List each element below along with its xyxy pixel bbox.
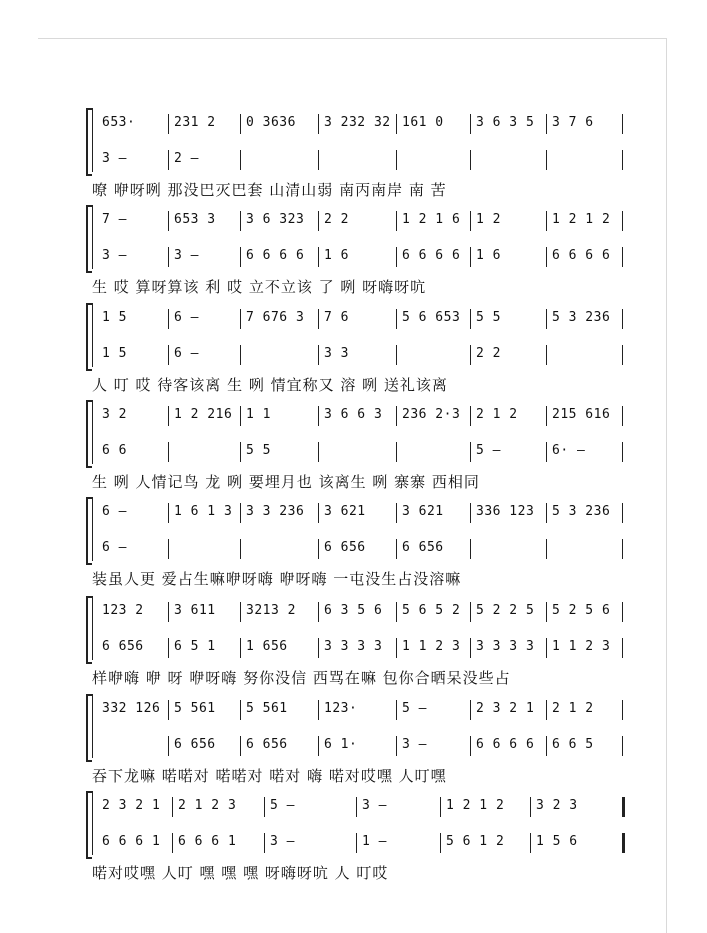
bar-line: [530, 797, 531, 817]
bar-line: [240, 503, 241, 523]
bar-line: [470, 700, 471, 720]
upper-measure: 2 1 2: [476, 407, 518, 422]
lower-measure: [324, 440, 392, 463]
upper-measure: 3 621: [402, 504, 444, 519]
lower-measure: 3 3 3 3: [324, 639, 383, 654]
bar-line: [168, 503, 169, 523]
bar-line: [240, 345, 241, 365]
upper-measure: 3 2 3: [536, 798, 578, 813]
bar-line: [356, 833, 357, 853]
lower-measure: 6 656: [324, 540, 366, 555]
bar-line: [622, 247, 623, 267]
upper-measure: 3 6 3 5: [476, 115, 535, 130]
lower-measure: [476, 537, 542, 560]
lower-voice-row: [0, 636, 707, 658]
bar-line: [356, 797, 357, 817]
upper-measure: 3 621: [324, 504, 366, 519]
upper-voice-row: [0, 307, 707, 329]
lower-measure: [102, 734, 164, 757]
lower-measure: 6 6 6 1: [178, 834, 237, 849]
bar-line: [168, 406, 169, 426]
bar-line: [240, 247, 241, 267]
upper-voice-row: [0, 698, 707, 720]
lower-measure: 6 656: [174, 737, 216, 752]
bar-line: [622, 406, 623, 426]
upper-measure: 6 3 5 6: [324, 603, 383, 618]
upper-voice-row: [0, 795, 707, 817]
upper-measure: 0 3636: [246, 115, 296, 130]
bar-line: [546, 503, 547, 523]
score-system: [0, 791, 707, 896]
lower-voice-row: [0, 537, 707, 559]
bar-line: [240, 442, 241, 462]
lower-measure: 6 5 1: [174, 639, 216, 654]
bar-line: [546, 150, 547, 170]
lower-measure: 1 6: [324, 248, 349, 263]
upper-measure: 6 –: [174, 310, 199, 325]
bar-line: [470, 406, 471, 426]
score-system: [0, 694, 707, 799]
bar-line: [622, 638, 623, 658]
bar-line: [470, 503, 471, 523]
bar-line: [396, 114, 397, 134]
bar-line: [546, 406, 547, 426]
lyrics-line: 人 叮 哎 待客该离 生 咧 情宜称又 溶 咧 送礼该离: [92, 376, 448, 394]
bar-line: [622, 442, 623, 462]
lower-voice-row: [0, 831, 707, 853]
bar-line: [622, 700, 623, 720]
lower-voice-row: [0, 245, 707, 267]
lower-measure: 6 656: [102, 639, 144, 654]
upper-measure: 1 2 1 2: [446, 798, 505, 813]
bar-line: [168, 309, 169, 329]
lower-measure: 5 –: [476, 443, 501, 458]
upper-measure: 1 5: [102, 310, 127, 325]
lyrics-line: 嘹 咿呀咧 那没巴灭巴套 山清山弱 南丙南岸 南 苦: [92, 181, 447, 199]
bar-line: [240, 150, 241, 170]
bar-line: [546, 736, 547, 756]
upper-voice-row: [0, 600, 707, 622]
lyrics-line: 装虽人更 爱占生嘛咿呀嗨 咿呀嗨 一屯没生占没溶嘛: [92, 570, 462, 588]
upper-measure: 6 –: [102, 504, 127, 519]
lower-measure: [402, 148, 466, 171]
bar-line: [470, 638, 471, 658]
upper-voice-row: [0, 209, 707, 231]
bar-line: [546, 602, 547, 622]
bar-line: [264, 797, 265, 817]
upper-measure: 2 3 2 1: [102, 798, 161, 813]
lower-measure: 3 3 3 3: [476, 639, 535, 654]
lower-measure: 6 6 6 6: [552, 248, 611, 263]
bar-line: [318, 247, 319, 267]
bar-line: [168, 700, 169, 720]
bar-line: [396, 309, 397, 329]
upper-measure: 5 5: [476, 310, 501, 325]
lower-measure: 3 –: [102, 248, 127, 263]
lower-measure: 6 6 6 6: [402, 248, 461, 263]
bar-line: [172, 797, 173, 817]
bar-line: [396, 602, 397, 622]
upper-measure: 332 126: [102, 701, 161, 716]
bar-line: [318, 602, 319, 622]
lower-measure: [552, 537, 618, 560]
upper-measure: 5 –: [270, 798, 295, 813]
lower-measure: 6 6: [102, 443, 127, 458]
upper-measure: 2 1 2: [552, 701, 594, 716]
bar-line: [470, 247, 471, 267]
lower-measure: [552, 343, 618, 366]
score-system: [0, 400, 707, 505]
upper-measure: 5 2 5 6: [552, 603, 611, 618]
upper-measure: 5 561: [174, 701, 216, 716]
bar-line: [470, 345, 471, 365]
lyrics-line: 喏对哎嘿 人叮 嘿 嘿 嘿 呀嗨呀吭 人 叮哎: [92, 864, 389, 882]
lower-measure: 1 656: [246, 639, 288, 654]
lower-measure: 1 –: [362, 834, 387, 849]
bar-line: [172, 833, 173, 853]
lower-measure: [476, 148, 542, 171]
upper-measure: 236 2·3: [402, 407, 461, 422]
upper-measure: 3 –: [362, 798, 387, 813]
lower-measure: 6 –: [102, 540, 127, 555]
bar-line: [546, 114, 547, 134]
lower-measure: 6· –: [552, 443, 586, 458]
upper-measure: 5 3 236: [552, 310, 611, 325]
lower-measure: 1 5 6: [536, 834, 578, 849]
upper-measure: 3 6 323: [246, 212, 305, 227]
bar-line: [530, 833, 531, 853]
bar-line: [240, 114, 241, 134]
bar-line: [546, 247, 547, 267]
bar-line: [318, 150, 319, 170]
upper-measure: 5 6 653: [402, 310, 461, 325]
upper-measure: 5 –: [402, 701, 427, 716]
lower-measure: 2 2: [476, 346, 501, 361]
lower-measure: 6 1·: [324, 737, 358, 752]
lyrics-line: 生 哎 算呀算该 利 哎 立不立该 了 咧 呀嗨呀吭: [92, 278, 427, 296]
upper-measure: 653 3: [174, 212, 216, 227]
upper-measure: 7 676 3: [246, 310, 305, 325]
lower-measure: 3 –: [174, 248, 199, 263]
bar-line: [470, 114, 471, 134]
upper-measure: 5 3 236: [552, 504, 611, 519]
bar-line: [546, 345, 547, 365]
bar-line: [396, 539, 397, 559]
bar-line: [318, 114, 319, 134]
bar-line: [470, 539, 471, 559]
bar-line: [440, 797, 441, 817]
lyrics-line: 生 咧 人情记鸟 龙 咧 要埋月也 该离生 咧 寨寨 西相同: [92, 473, 480, 491]
lower-measure: 3 3: [324, 346, 349, 361]
bar-line: [396, 700, 397, 720]
lyrics-line: 吞下龙嘛 喏喏对 喏喏对 喏对 嗨 喏对哎嘿 人叮嘿: [92, 767, 447, 785]
lower-measure: 6 656: [402, 540, 444, 555]
upper-measure: 1 2 1 2: [552, 212, 611, 227]
bar-line: [396, 247, 397, 267]
bar-line: [318, 700, 319, 720]
lower-measure: 5 5: [246, 443, 271, 458]
upper-measure: 231 2: [174, 115, 216, 130]
upper-measure: 1 1: [246, 407, 271, 422]
lower-measure: 3 –: [270, 834, 295, 849]
bar-line: [168, 211, 169, 231]
upper-measure: 161 0: [402, 115, 444, 130]
bar-line: [240, 539, 241, 559]
bar-line: [546, 700, 547, 720]
bar-line: [318, 638, 319, 658]
bar-line: [240, 638, 241, 658]
bar-line: [240, 602, 241, 622]
upper-measure: 2 2: [324, 212, 349, 227]
bar-line: [396, 442, 397, 462]
lower-measure: 6 6 6 1: [102, 834, 161, 849]
bar-line: [396, 736, 397, 756]
lower-measure: 3 –: [102, 151, 127, 166]
lower-measure: [246, 148, 314, 171]
bar-line: [470, 211, 471, 231]
upper-voice-row: [0, 112, 707, 134]
bar-line: [622, 833, 625, 853]
score-system: [0, 303, 707, 408]
bar-line: [470, 309, 471, 329]
lower-measure: [402, 440, 466, 463]
bar-line: [318, 442, 319, 462]
upper-measure: 2 3 2 1: [476, 701, 535, 716]
lower-measure: 1 1 2 3: [402, 639, 461, 654]
upper-voice-row: [0, 501, 707, 523]
bar-line: [622, 150, 623, 170]
upper-voice-row: [0, 404, 707, 426]
upper-measure: 653·: [102, 115, 136, 130]
bar-line: [240, 211, 241, 231]
bar-line: [240, 406, 241, 426]
lower-measure: 1 1 2 3: [552, 639, 611, 654]
watermark-logo: [496, 910, 676, 932]
upper-measure: 1 2: [476, 212, 501, 227]
upper-measure: 3 7 6: [552, 115, 594, 130]
lower-measure: [552, 148, 618, 171]
bar-line: [240, 700, 241, 720]
upper-measure: 1 2 216: [174, 407, 233, 422]
bar-line: [622, 539, 623, 559]
bar-line: [318, 309, 319, 329]
bar-line: [622, 736, 623, 756]
bar-line: [240, 736, 241, 756]
bar-line: [318, 406, 319, 426]
bar-line: [622, 602, 623, 622]
bar-line: [546, 211, 547, 231]
lower-measure: [402, 343, 466, 366]
bar-line: [168, 150, 169, 170]
upper-measure: 123 2: [102, 603, 144, 618]
bar-line: [318, 539, 319, 559]
bar-line: [470, 602, 471, 622]
bar-line: [168, 114, 169, 134]
bar-line: [396, 638, 397, 658]
upper-measure: 5 6 5 2: [402, 603, 461, 618]
upper-measure: 3213 2: [246, 603, 296, 618]
upper-measure: 5 561: [246, 701, 288, 716]
bar-line: [168, 638, 169, 658]
lower-measure: 5 6 1 2: [446, 834, 505, 849]
bar-line: [396, 345, 397, 365]
bar-line: [168, 345, 169, 365]
bar-line: [622, 503, 623, 523]
lower-measure: [246, 537, 314, 560]
score-system: [0, 596, 707, 701]
bar-line: [470, 442, 471, 462]
bar-line: [546, 539, 547, 559]
upper-measure: 3 2: [102, 407, 127, 422]
bar-line: [622, 114, 623, 134]
bar-line: [546, 309, 547, 329]
lower-voice-row: [0, 440, 707, 462]
lower-measure: [174, 537, 236, 560]
upper-measure: 336 123: [476, 504, 535, 519]
lower-voice-row: [0, 148, 707, 170]
lower-voice-row: [0, 734, 707, 756]
lower-measure: 3 –: [402, 737, 427, 752]
lower-measure: 1 6: [476, 248, 501, 263]
upper-measure: 123·: [324, 701, 358, 716]
bar-line: [546, 638, 547, 658]
upper-measure: 3 3 236: [246, 504, 305, 519]
upper-measure: 3 232 32: [324, 115, 391, 130]
bar-line: [622, 211, 623, 231]
upper-measure: 1 2 1 6: [402, 212, 461, 227]
lower-measure: 6 6 6 6: [476, 737, 535, 752]
lower-measure: 6 –: [174, 346, 199, 361]
bar-line: [396, 150, 397, 170]
bar-line: [168, 539, 169, 559]
bar-line: [546, 442, 547, 462]
upper-measure: 3 6 6 3: [324, 407, 383, 422]
bar-line: [318, 345, 319, 365]
lower-measure: [324, 148, 392, 171]
bar-line: [318, 211, 319, 231]
bar-line: [168, 442, 169, 462]
bar-line: [168, 247, 169, 267]
bar-line: [168, 736, 169, 756]
lower-measure: [246, 343, 314, 366]
bar-line: [622, 309, 623, 329]
bar-line: [396, 503, 397, 523]
bar-line: [396, 406, 397, 426]
lower-voice-row: [0, 343, 707, 365]
upper-measure: 3 611: [174, 603, 216, 618]
bar-line: [622, 797, 625, 817]
upper-measure: 1 6 1 3: [174, 504, 233, 519]
upper-measure: 7 6: [324, 310, 349, 325]
bar-line: [396, 211, 397, 231]
upper-measure: 7 –: [102, 212, 127, 227]
score-system: [0, 108, 707, 213]
lower-measure: 2 –: [174, 151, 199, 166]
upper-measure: 215 616: [552, 407, 611, 422]
bar-line: [470, 150, 471, 170]
lower-measure: 1 5: [102, 346, 127, 361]
score-system: [0, 497, 707, 602]
bar-line: [318, 736, 319, 756]
upper-measure: 5 2 2 5: [476, 603, 535, 618]
bar-line: [168, 602, 169, 622]
bar-line: [440, 833, 441, 853]
bar-line: [264, 833, 265, 853]
bar-line: [318, 503, 319, 523]
bar-line: [622, 345, 623, 365]
lower-measure: 6 656: [246, 737, 288, 752]
bar-line: [240, 309, 241, 329]
score-system: [0, 205, 707, 310]
lower-measure: 6 6 5: [552, 737, 594, 752]
upper-measure: 2 1 2 3: [178, 798, 237, 813]
lower-measure: 6 6 6 6: [246, 248, 305, 263]
bar-line: [470, 736, 471, 756]
lower-measure: [174, 440, 236, 463]
lyrics-line: 样咿嗨 咿 呀 咿呀嗨 努你没信 西骂在嘛 包你合晒呆没些占: [92, 669, 511, 687]
